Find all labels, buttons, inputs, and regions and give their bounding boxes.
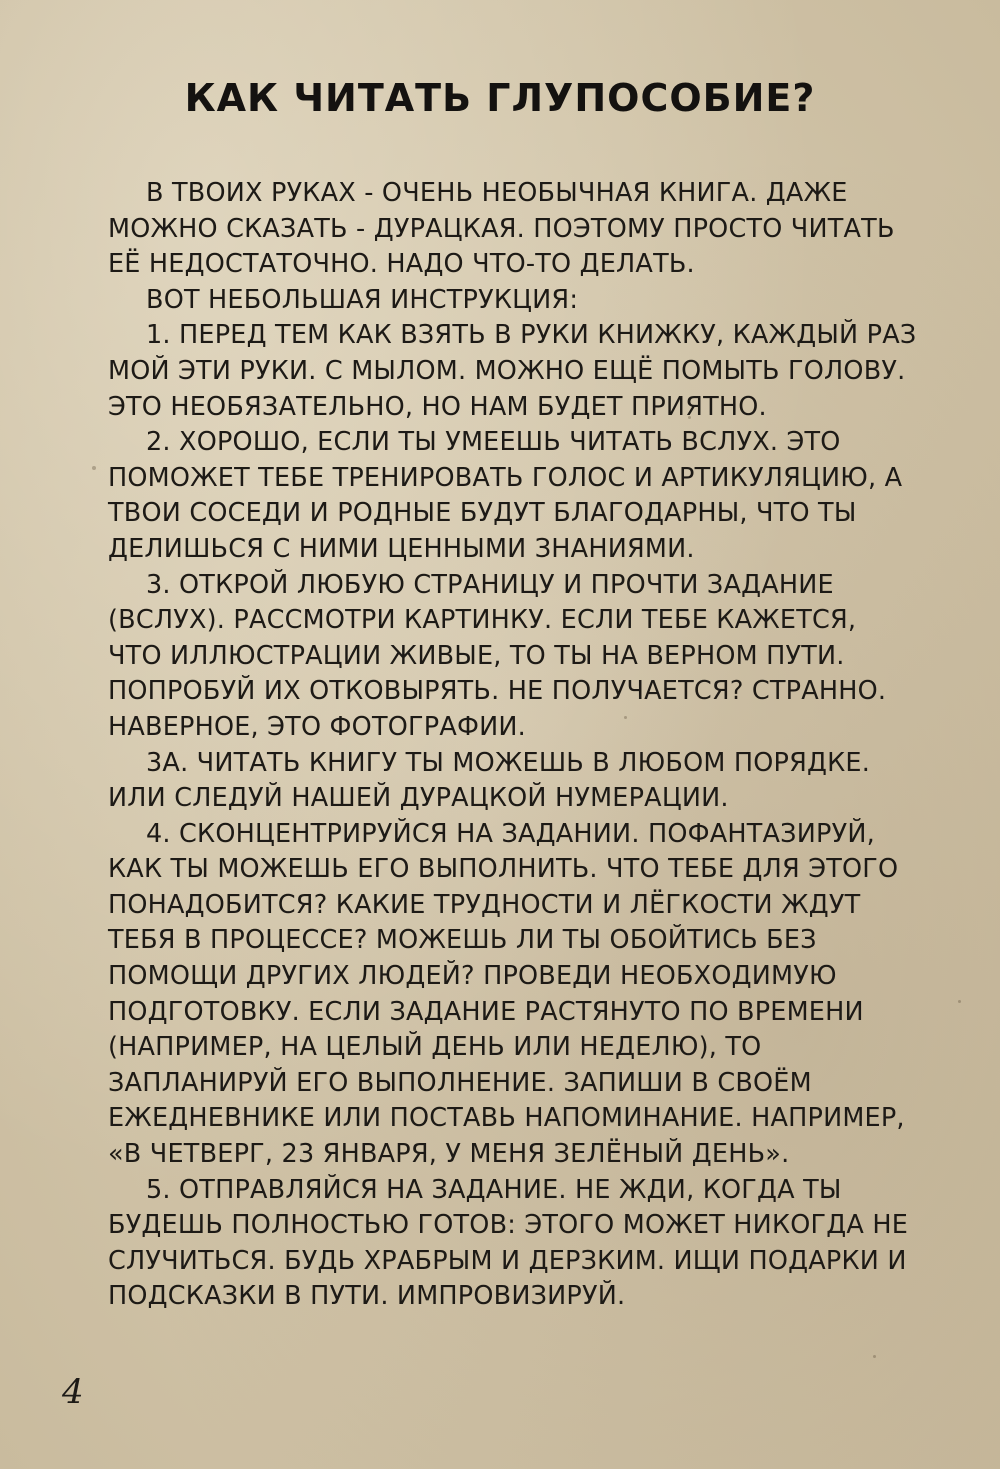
paragraph-step-4: 4. СКОНЦЕНТРИРУЙСЯ НА ЗАДАНИИ. ПОФАНТАЗИРУЙ, КАК ТЫ МОЖЕШЬ ЕГО ВЫПОЛНИТЬ. ЧТО ТЕБЕ ДЛЯ ЭТОГО ПОНАДОБИТСЯ? КАКИЕ ТРУДНОСТИ И ЛЁГКОСТИ ЖДУТ ТЕБЯ В ПРОЦЕССЕ? МОЖЕШЬ ЛИ ТЫ ОБОЙТИСЬ БЕЗ ПОМОЩИ ДРУГИХ ЛЮДЕЙ? ПРОВЕДИ НЕОБХОДИМУЮ ПОДГОТОВКУ. ЕСЛИ ЗАДАНИЕ РАСТЯНУТО ПО ВРЕМЕНИ (НАПРИМЕР, НА ЦЕЛЫЙ ДЕНЬ ИЛИ НЕДЕЛЮ), ТО ЗАПЛАНИРУЙ ЕГО ВЫПОЛНЕНИЕ. ЗАПИШИ В СВОЁМ ЕЖЕДНЕВНИКЕ ИЛИ ПОСТАВЬ НАПОМИНАНИЕ. НАПРИМЕР, «В ЧЕТВЕРГ, 23 ЯНВАРЯ, У МЕНЯ ЗЕЛЁНЫЙ ДЕНЬ». xyxy=(108,818,905,1170)
paragraph-step-5: 5. ОТПРАВЛЯЙСЯ НА ЗАДАНИЕ. НЕ ЖДИ, КОГДА ТЫ БУДЕШЬ ПОЛНОСТЬЮ ГОТОВ: ЭТОГО МОЖЕТ НИКОГДА НЕ СЛУЧИТЬСЯ. БУДЬ ХРАБРЫМ И ДЕРЗКИМ. ИЩИ ПОДАРКИ И ПОДСКАЗКИ В ПУТИ. ИМПРОВИЗИРУЙ. xyxy=(108,1174,909,1312)
page-title: КАК ЧИТАТЬ ГЛУПОСОБИЕ? xyxy=(184,76,816,120)
paper-speck xyxy=(92,466,96,470)
paper-speck xyxy=(958,1000,961,1003)
paragraph-intro: В ТВОИХ РУКАХ - ОЧЕНЬ НЕОБЫЧНАЯ КНИГА. ДАЖЕ МОЖНО СКАЗАТЬ - ДУРАЦКАЯ. ПОЭТОМУ ПРОСТО ЧИТАТЬ ЕЁ НЕДОСТАТОЧНО. НАДО ЧТО-ТО ДЕЛАТЬ. xyxy=(108,178,895,280)
paragraph-step-3: 3. ОТКРОЙ ЛЮБУЮ СТРАНИЦУ И ПРОЧТИ ЗАДАНИЕ (ВСЛУХ). РАССМОТРИ КАРТИНКУ. ЕСЛИ ТЕБЕ КАЖЕТСЯ, ЧТО ИЛЛЮСТРАЦИИ ЖИВЫЕ, ТО ТЫ НА ВЕРНОМ ПУТИ. ПОПРОБУЙ ИХ ОТКОВЫРЯТЬ. НЕ ПОЛУЧАЕТСЯ? СТРАННО. НАВЕРНОЕ, ЭТО ФОТОГРАФИИ. xyxy=(108,569,887,742)
paragraph-step-2: 2. ХОРОШО, ЕСЛИ ТЫ УМЕЕШЬ ЧИТАТЬ ВСЛУХ. ЭТО ПОМОЖЕТ ТЕБЕ ТРЕНИРОВАТЬ ГОЛОС И АРТИКУЛЯЦИЮ, А ТВОИ СОСЕДИ И РОДНЫЕ БУДУТ БЛАГОДАРНЫ, ЧТО ТЫ ДЕЛИШЬСЯ С НИМИ ЦЕННЫМИ ЗНАНИЯМИ. xyxy=(108,427,903,564)
instructions-text xyxy=(108,176,918,1315)
paragraph-instruction-heading: ВОТ НЕБОЛЬШАЯ ИНСТРУКЦИЯ: xyxy=(146,284,579,315)
paragraph-step-3a: 3А. ЧИТАТЬ КНИГУ ТЫ МОЖЕШЬ В ЛЮБОМ ПОРЯДКЕ. ИЛИ СЛЕДУЙ НАШЕЙ ДУРАЦКОЙ НУМЕРАЦИИ. xyxy=(108,747,871,814)
paper-speck xyxy=(873,1355,876,1358)
paragraph-step-1: 1. ПЕРЕД ТЕМ КАК ВЗЯТЬ В РУКИ КНИЖКУ, КАЖДЫЙ РАЗ МОЙ ЭТИ РУКИ. С МЫЛОМ. МОЖНО ЕЩЁ ПОМЫТЬ ГОЛОВУ. ЭТО НЕОБЯЗАТЕЛЬНО, НО НАМ БУДЕТ ПРИЯТНО. xyxy=(108,320,917,422)
page-number: 4 xyxy=(62,1372,84,1412)
